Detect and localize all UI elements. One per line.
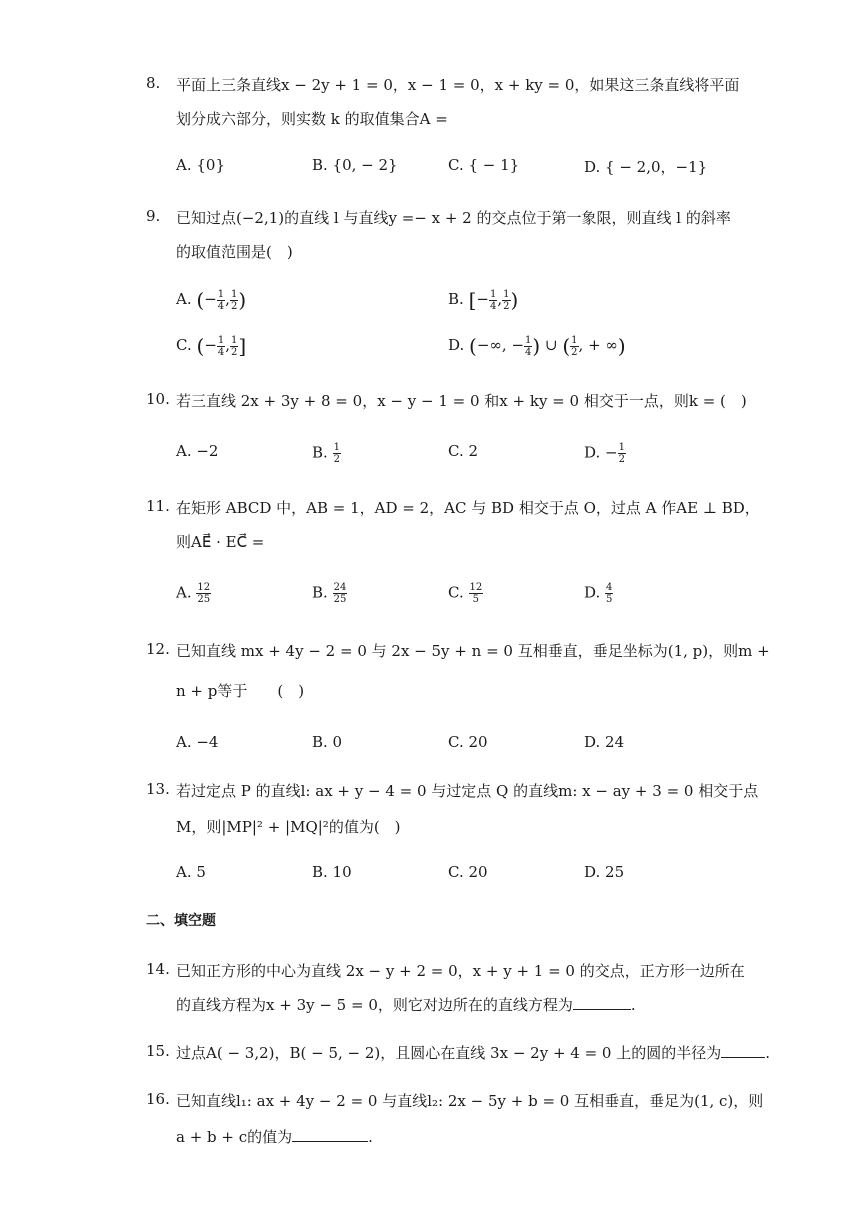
fraction: $\frac{1}{2}$ — [503, 288, 510, 312]
paren: ) — [510, 288, 519, 312]
paren: ) — [617, 334, 626, 358]
section-title: 二、填空题 — [146, 913, 216, 929]
answer-blank[interactable] — [721, 1043, 765, 1058]
option-c[interactable]: C. { − 1} — [448, 156, 520, 174]
option-b[interactable]: B. {0, − 2} — [312, 156, 398, 174]
paren: ( — [562, 334, 571, 358]
option-c[interactable]: C. 20 — [448, 863, 488, 881]
question-text: 的直线方程为x + 3y − 5 = 0，则它对边所在的直线方程为 — [176, 996, 573, 1014]
option-a[interactable]: A. 5 — [176, 863, 206, 881]
option-label: A. — [176, 290, 192, 308]
paren: ( — [196, 334, 205, 358]
question-number: 16. — [146, 1090, 170, 1108]
question-text-line: 平面上三条直线x − 2y + 1 = 0，x − 1 = 0，x + ky = 0，如果这三条直线将平面 — [176, 76, 740, 94]
option-b[interactable]: B. 10 — [312, 863, 352, 881]
option-d[interactable] — [584, 582, 613, 605]
option-c[interactable] — [448, 582, 483, 605]
question-number: 13. — [146, 780, 170, 798]
fraction: $\frac{1}{2}$ — [618, 442, 625, 465]
option-d[interactable]: D. { − 2,0，−1} — [584, 158, 708, 176]
question-text-line: 已知直线 mx + 4y − 2 = 0 与 2x − 5y + n = 0 互相垂直，垂足坐标为(1, p)，则m + — [176, 642, 770, 660]
question-number: 8. — [146, 74, 161, 92]
fraction: $\frac{1}{2}$ — [230, 288, 238, 312]
question-text: 过点A( − 3,2)，B( − 5, − 2)，且圆心在直线 3x − 2y + 4 = 0 上的圆的半径为 — [176, 1044, 722, 1062]
option-d[interactable] — [448, 334, 626, 358]
question-text-line: 在矩形 ABCD 中，AB = 1，AD = 2，AC 与 BD 相交于点 O，过点 A 作AE ⊥ BD， — [176, 499, 760, 517]
question-number: 15. — [146, 1042, 170, 1060]
question-text-line: 已知正方形的中心为直线 2x − y + 2 = 0，x + y + 1 = 0 的交点，正方形一边所在 — [176, 962, 745, 980]
question-text-line: 则AE⃗ · EC⃗ = — [176, 533, 265, 551]
option-d[interactable] — [584, 442, 626, 465]
question-number: 11. — [146, 497, 170, 515]
fraction: $\frac{1}{4}$ — [217, 288, 225, 312]
question-number: 10. — [146, 390, 170, 408]
question-text-line: 已知直线l₁: ax + 4y − 2 = 0 与直线l₂: 2x − 5y + b = 0 互相垂直，垂足为(1, c)，则 — [176, 1092, 764, 1110]
fraction: $\frac{1}{2}$ — [333, 442, 340, 465]
question-text: a + b + c的值为 — [176, 1128, 293, 1146]
paren: ) — [238, 288, 247, 312]
minus-sign: − — [204, 290, 217, 308]
option-d[interactable]: D. 24 — [584, 733, 625, 751]
period: . — [630, 996, 636, 1014]
option-c[interactable]: C. 20 — [448, 733, 488, 751]
question-text-line: 已知过点(−2,1)的直线 l 与直线y =− x + 2 的交点位于第一象限，则直线 l 的斜率 — [176, 209, 731, 227]
option-a[interactable] — [176, 582, 211, 605]
option-a[interactable]: A. −2 — [176, 442, 219, 460]
question-number: 12. — [146, 640, 170, 658]
minus-sign: − — [476, 290, 489, 308]
option-label: D. — [584, 583, 601, 602]
option-label: C. — [176, 336, 192, 354]
question-text-line: 划分成六部分，则实数 k 的取值集合A = — [176, 110, 448, 128]
question-text-line — [176, 1042, 770, 1063]
option-label: D. − — [584, 443, 618, 462]
union-sign: ∪ — [545, 336, 558, 354]
question-text-line: n + p等于 ( ) — [176, 682, 305, 700]
paren: ( — [469, 334, 477, 358]
fraction: $\frac{12}{25}$ — [197, 582, 211, 605]
option-b[interactable] — [312, 442, 341, 465]
answer-blank[interactable] — [292, 1127, 368, 1142]
minus-sign: − — [204, 336, 217, 354]
comma: , — [225, 336, 231, 354]
question-text-line: 若过定点 P 的直线l: ax + y − 4 = 0 与过定点 Q 的直线m: x − ay + 3 = 0 相交于点 — [176, 782, 759, 800]
fraction: $\frac{24}{25}$ — [333, 582, 347, 605]
question-text-line: M，则|MP|² + |MQ|²的值为( ) — [176, 818, 401, 836]
option-a[interactable]: A. −4 — [176, 733, 219, 751]
answer-blank[interactable] — [573, 995, 631, 1010]
fraction: $\frac{12}{5}$ — [469, 582, 483, 605]
option-c[interactable] — [176, 334, 246, 358]
option-b[interactable] — [312, 582, 347, 605]
comma: , — [497, 290, 503, 308]
fraction: $\frac{1}{2}$ — [571, 334, 578, 358]
option-label: B. — [312, 443, 328, 462]
bracket: [ — [468, 288, 477, 312]
comma: , — [225, 290, 230, 308]
option-label: C. — [448, 583, 464, 602]
paren: ( — [196, 288, 205, 312]
question-text-line — [176, 1126, 373, 1147]
option-b[interactable] — [448, 288, 518, 312]
question-number: 14. — [146, 960, 170, 978]
interval-text: , + ∞ — [578, 336, 618, 354]
bracket: ] — [238, 334, 247, 358]
option-label: B. — [312, 583, 328, 602]
option-d[interactable]: D. 25 — [584, 863, 625, 881]
option-label: A. — [176, 583, 192, 602]
fraction: $\frac{1}{2}$ — [231, 334, 238, 358]
fraction: $\frac{4}{5}$ — [606, 582, 613, 605]
fraction: $\frac{1}{4}$ — [489, 288, 497, 312]
option-b[interactable]: B. 0 — [312, 733, 343, 751]
option-c[interactable]: C. 2 — [448, 442, 479, 460]
option-a[interactable] — [176, 288, 246, 312]
question-text-line — [176, 994, 636, 1015]
question-text-line: 的取值范围是( ) — [176, 243, 293, 261]
period: . — [368, 1128, 373, 1146]
option-label: B. — [448, 290, 464, 308]
fraction: $\frac{1}{4}$ — [525, 334, 532, 358]
option-label: D. — [448, 336, 465, 354]
option-a[interactable]: A. {0} — [176, 156, 225, 174]
fraction: $\frac{1}{4}$ — [217, 334, 225, 358]
interval-text: −∞, − — [476, 336, 525, 354]
question-number: 9. — [146, 207, 161, 225]
period: . — [765, 1044, 771, 1062]
question-text-line: 若三直线 2x + 3y + 8 = 0，x − y − 1 = 0 和x + ky = 0 相交于一点，则k = ( ) — [176, 392, 747, 410]
paren: ) — [532, 334, 541, 358]
